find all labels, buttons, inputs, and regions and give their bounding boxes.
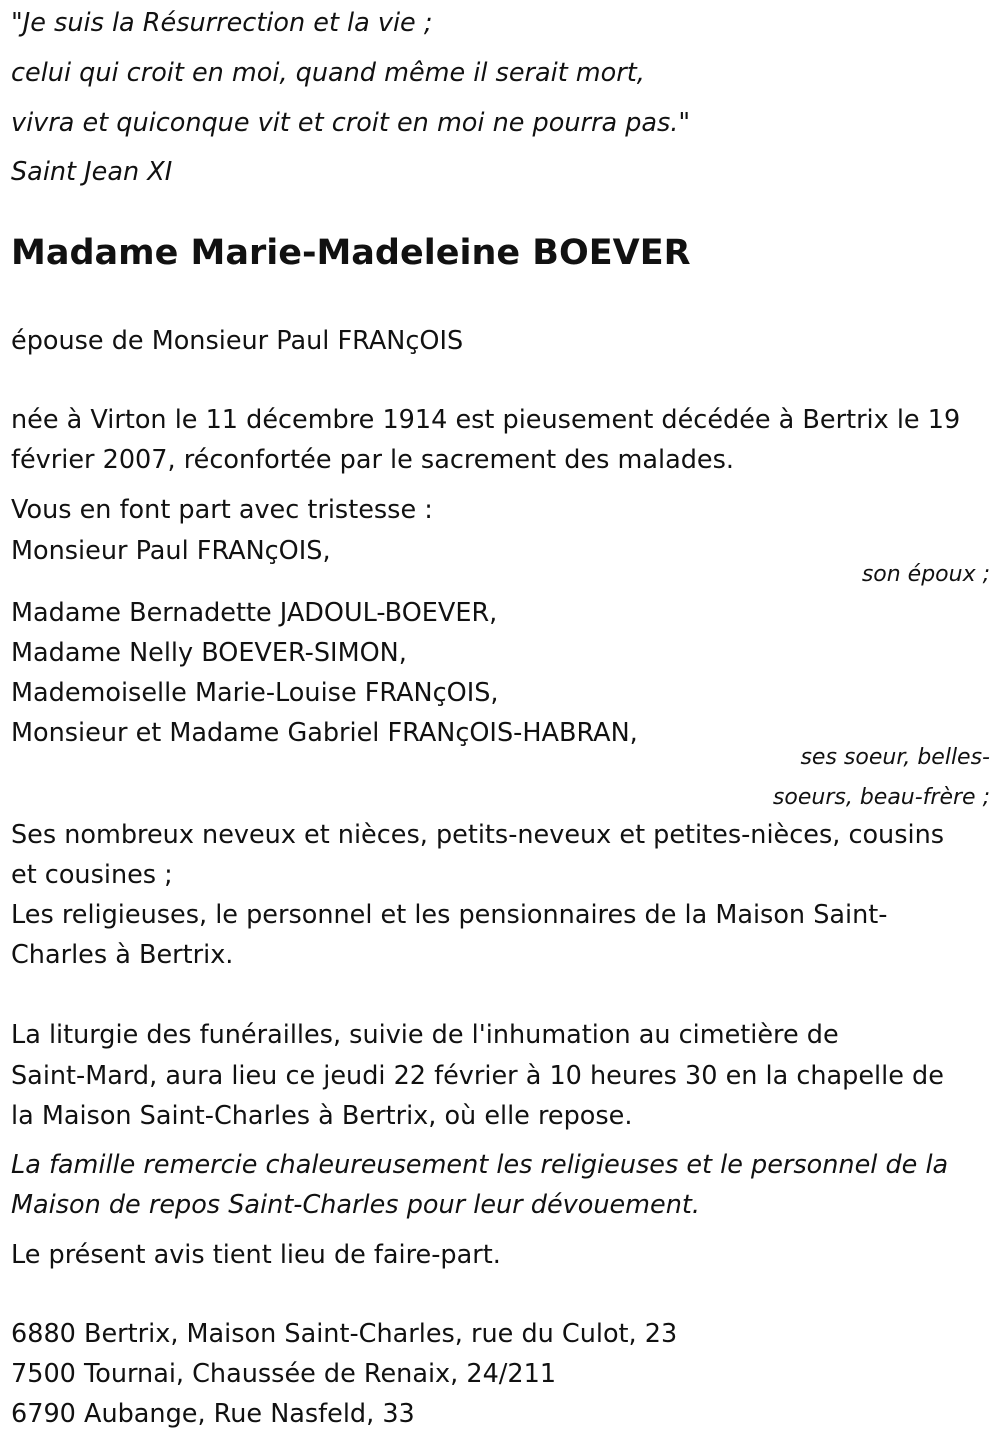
staff-text: Charles à Bertrix. — [11, 940, 234, 970]
family-role: son époux ; — [861, 562, 990, 587]
address-line: 6880 Bertrix, Maison Saint-Charles, rue du Culot, 23 — [11, 1319, 678, 1349]
notice-text: Le présent avis tient lieu de faire-part. — [11, 1240, 501, 1270]
birth-death-text: née à Virton le 11 décembre 1914 est pieusement décédée à Bertrix le 19 — [11, 405, 961, 435]
address-line: 6790 Aubange, Rue Nasfeld, 33 — [11, 1399, 415, 1429]
family-member: Madame Bernadette JADOUL-BOEVER, — [11, 598, 498, 628]
family-member: Monsieur Paul FRANçOIS, — [11, 536, 331, 566]
family-role: ses soeur, belles- — [800, 745, 990, 770]
family-role: soeurs, beau-frère ; — [772, 785, 990, 810]
deceased-name: Madame Marie-Madeleine BOEVER — [11, 233, 691, 273]
thanks-text: La famille remercie chaleureusement les religieuses et le personnel de la — [11, 1150, 949, 1180]
funeral-text: la Maison Saint-Charles à Bertrix, où elle repose. — [11, 1101, 633, 1131]
announcement-intro: Vous en font part avec tristesse : — [11, 495, 433, 525]
birth-death-text: février 2007, réconfortée par le sacrement des malades. — [11, 445, 734, 475]
family-member: Mademoiselle Marie-Louise FRANçOIS, — [11, 678, 499, 708]
thanks-text: Maison de repos Saint-Charles pour leur dévouement. — [11, 1190, 700, 1220]
address-line: 7500 Tournai, Chaussée de Renaix, 24/211 — [11, 1359, 557, 1389]
funeral-text: Saint-Mard, aura lieu ce jeudi 22 février à 10 heures 30 en la chapelle de — [11, 1061, 944, 1091]
quote-line: vivra et quiconque vit et croit en moi ne pourra pas." — [11, 108, 691, 138]
quote-source: Saint Jean XI — [11, 157, 173, 187]
quote-line: "Je suis la Résurrection et la vie ; — [11, 8, 433, 38]
family-member: Madame Nelly BOEVER-SIMON, — [11, 638, 407, 668]
relatives-text: Ses nombreux neveux et nièces, petits-neveux et petites-nièces, cousins — [11, 820, 945, 850]
family-member: Monsieur et Madame Gabriel FRANçOIS-HABRAN, — [11, 718, 638, 748]
staff-text: Les religieuses, le personnel et les pensionnaires de la Maison Saint- — [11, 900, 888, 930]
relatives-text: et cousines ; — [11, 860, 173, 890]
funeral-text: La liturgie des funérailles, suivie de l'inhumation au cimetière de — [11, 1020, 839, 1050]
quote-line: celui qui croit en moi, quand même il serait mort, — [11, 58, 645, 88]
spouse-line: épouse de Monsieur Paul FRANçOIS — [11, 326, 464, 356]
